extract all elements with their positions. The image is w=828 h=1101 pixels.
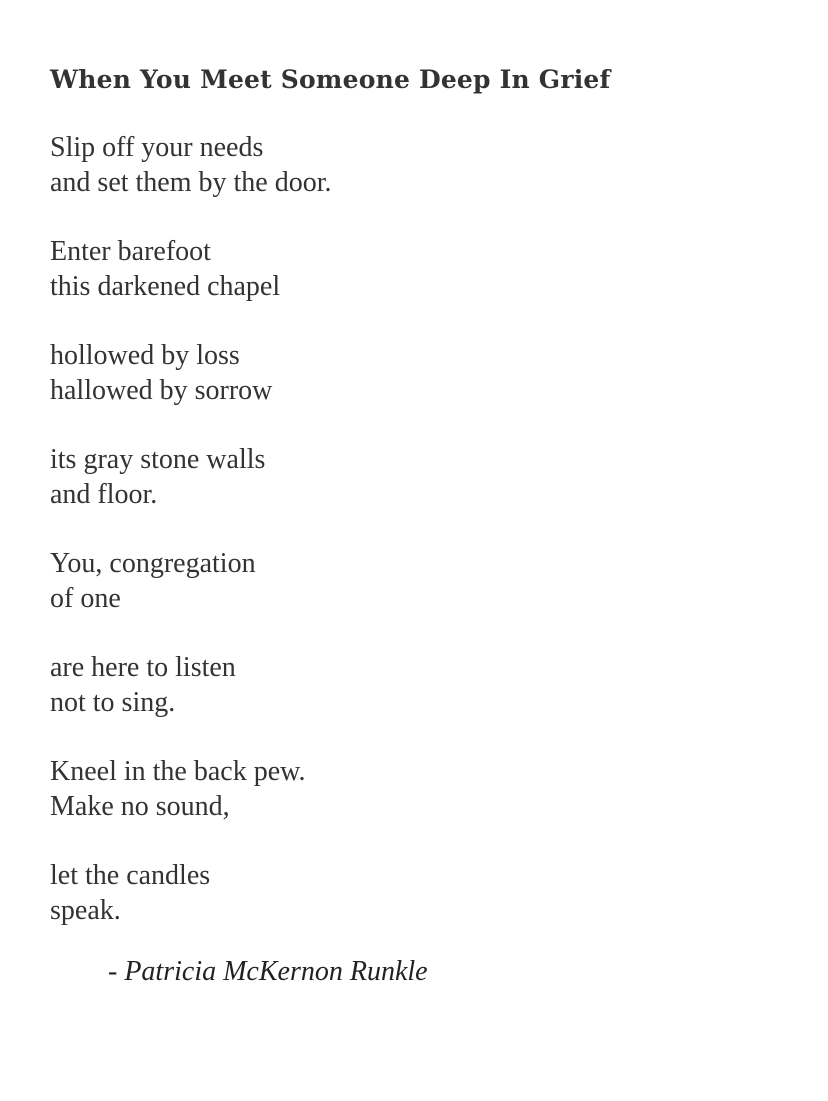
poem-line: Slip off your needs — [50, 132, 264, 163]
poem-line: hollowed by loss — [50, 340, 240, 371]
stanza — [50, 130, 790, 200]
attribution-dash: - — [108, 956, 125, 987]
poem-line: and floor. — [50, 479, 158, 510]
poem-line: Kneel in the back pew. — [50, 756, 306, 787]
poem-attribution — [50, 954, 790, 989]
poem-line: Make no sound, — [50, 791, 230, 822]
poem-line: its gray stone walls — [50, 444, 266, 475]
stanza — [50, 650, 790, 720]
author-name: Patricia McKernon Runkle — [124, 956, 428, 987]
poem-line: are here to listen — [50, 652, 236, 683]
stanza — [50, 858, 790, 928]
poem-line: let the candles — [50, 860, 211, 891]
poem-line: of one — [50, 583, 121, 614]
poem-line: Enter barefoot — [50, 236, 211, 267]
poem-line: You, congregation — [50, 548, 256, 579]
stanza — [50, 442, 790, 512]
poem-title: When You Meet Someone Deep In Grief — [50, 65, 611, 94]
stanza — [50, 546, 790, 616]
stanza — [50, 754, 790, 824]
poem-line: and set them by the door. — [50, 167, 332, 198]
poem-line: not to sing. — [50, 687, 176, 718]
poem-line: this darkened chapel — [50, 271, 281, 302]
stanza — [50, 338, 790, 408]
stanza — [50, 234, 790, 304]
poem-page — [50, 60, 790, 989]
poem-line: hallowed by sorrow — [50, 375, 273, 406]
poem-body — [50, 130, 790, 928]
poem-line: speak. — [50, 895, 121, 926]
